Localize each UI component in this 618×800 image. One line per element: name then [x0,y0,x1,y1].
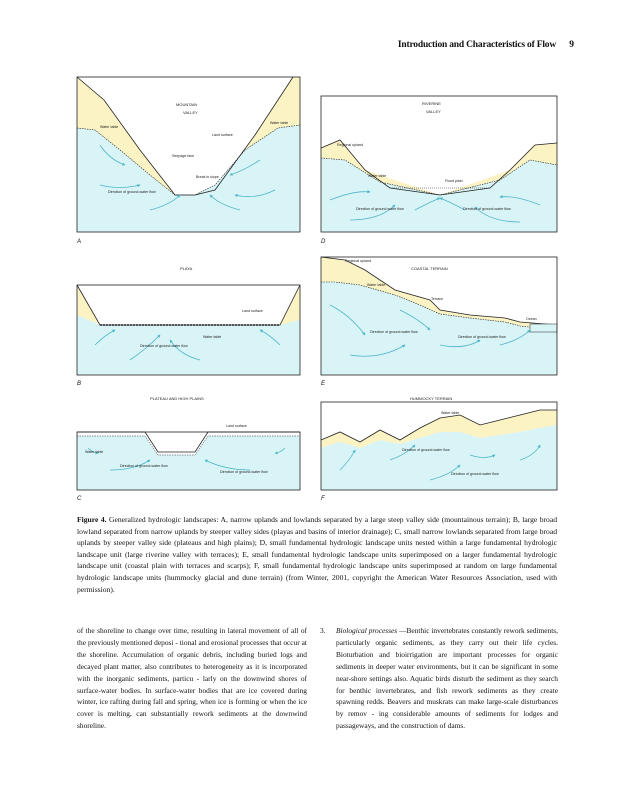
panel-b-letter: B [77,381,82,387]
panel-d-regional-upland: Regional upland [337,143,363,147]
panel-c-letter: C [77,496,82,502]
panel-e-letter: E [321,381,326,387]
panel-d-title-1: RIVERINE [422,101,441,106]
panel-b-gw-flow: Direction of ground-water flow [140,344,188,348]
panel-f-gw-flow-2: Direction of ground-water flow [451,472,499,476]
panel-c-water [77,436,300,490]
panel-c-gw-flow-1: Direction of ground-water flow [120,464,168,468]
list-item [336,625,558,732]
panel-a-wt-right: Water table [270,121,289,125]
panel-b [77,266,300,387]
panel-c-gw-flow-2: Direction of ground-water flow [220,470,268,474]
panel-f-letter: F [321,496,325,502]
panel-d-flood-plain: Flood plain [445,179,463,183]
body-column-left [77,625,307,732]
list-item-title: Biological processes [336,626,398,635]
panel-c-title: PLATEAU AND HIGH PLAINS [150,396,204,401]
panel-d-title-2: VALLEY [426,109,441,114]
list-item-text: —Benthic invertebrates constantly rework sediments, particularly organic sediments, as they carry out their life cycles. Bioturbation and bioirrigation are important processes for organic sediments in deeper water environments, but it can be significant in some near-shore settings also. Aquatic birds disturb the sediment as they search for benthic invertebrates, and fish rework sediments as they create spawning redds. Beavers and muskrats can make large-scale disturbances by remov - ing considerable amounts of sediments for lodges and passageways, and the construction of dams. [336,626,558,731]
panel-e [321,257,557,387]
panel-f-water [321,425,557,490]
panel-f-water-table: Water table [441,411,460,415]
panel-a [76,77,300,245]
panel-a-title-1: MOUNTAIN [176,102,198,107]
panel-b-land-surface: Land surface [242,309,263,313]
panel-a-wt-left: Water table [100,125,119,129]
panel-c-land-surface: Land surface [226,424,247,428]
body-column-right [322,625,558,732]
panel-a-seepage-face: Seepage face [172,154,195,158]
panel-e-regional-upland: Regional upland [345,259,371,263]
panel-f-title: HUMMOCKY TERRAIN [410,396,453,401]
panel-a-letter: A [77,239,82,245]
panel-e-gw-flow-1: Direction of ground-water flow [370,330,418,334]
panel-a-title-2: VALLEY [183,110,198,115]
panel-e-gw-flow-2: Direction of ground-water flow [458,335,506,339]
panel-c-water-table: Water table [85,450,104,454]
panel-d-letter: D [321,239,326,245]
panel-b-water [77,315,300,375]
caption-label: Figure 4. [77,515,107,524]
running-title: Introduction and Characteristics of Flow [397,40,556,50]
panel-a-gw-flow: Direction of ground-water flow [108,190,156,194]
panel-e-terrace: Terrace [431,297,443,301]
list-item-number: 3. [320,626,326,635]
panel-b-upland [77,285,300,325]
panel-c [77,396,300,502]
panel-f [321,396,557,502]
panel-b-water-table: Water table [203,335,222,339]
panel-d-gw-flow-2: Direction of ground-water flow [463,207,511,211]
page-number: 9 [569,40,574,50]
caption-text: Generalized hydrologic landscapes: A, narrow uplands and lowlands separated by a large steep valley side (mountainous terrain); B, large broad lowland separated from narrow uplands by steeper valley sides (playas and basins of interior drainage); C, small narrow lowlands separated from large broad uplands by steeper valley side (plateaus and high plains); D, small fundamental hydrologic landscape units nested within a large fundamental hydrologic landscape unit (large riverine valley with terraces); E, small fundamental hydrologic landscape units superimposed on a larger fundamental hydrologic landscape unit (coastal plain with terraces and scarps); F, small fundamental hydrologic landscape units superimposed at random on large fundamental hydrologic landscape units (hummocky glacial and dune terrain) (from Winter, 2001, copyright the American Water Resources Association, used with permission). [77,515,557,594]
left-column-text: of the shoreline to change over time, resulting in lateral movement of all of the previously mentioned deposi - tional and erosional processes that occur at the shoreline. Accumulation of organic debris, including buried logs and decayed plant matter, also contributes to heterogeneity as it is incorporated with the inorganic sediments, particu - larly on the downwind shores of surface-water bodies. In surface-water bodies that are ice covered during winter, ice rafting during fall and spring, when ice is forming or when the ice cover is melting, can substantially rework sediments at the downwind shoreline. [77,626,307,731]
panel-e-water [321,282,557,375]
panel-a-land-surface-label: Land surface [212,133,233,137]
panel-b-title: PLAYA [180,266,193,271]
panel-d-gw-flow-1: Direction of ground-water flow [356,207,404,211]
panel-d [321,96,557,245]
panel-a-break-in-slope: Break in slope [196,175,219,179]
panel-f-gw-flow-1: Direction of ground-water flow [402,448,450,452]
panel-d-water-table: Water table [368,174,387,178]
panel-e-title: COASTAL TERRAIN [411,266,448,271]
panel-e-water-table: Water table [367,283,386,287]
panel-e-ocean: Ocean [526,317,537,321]
figure-caption [77,514,557,595]
